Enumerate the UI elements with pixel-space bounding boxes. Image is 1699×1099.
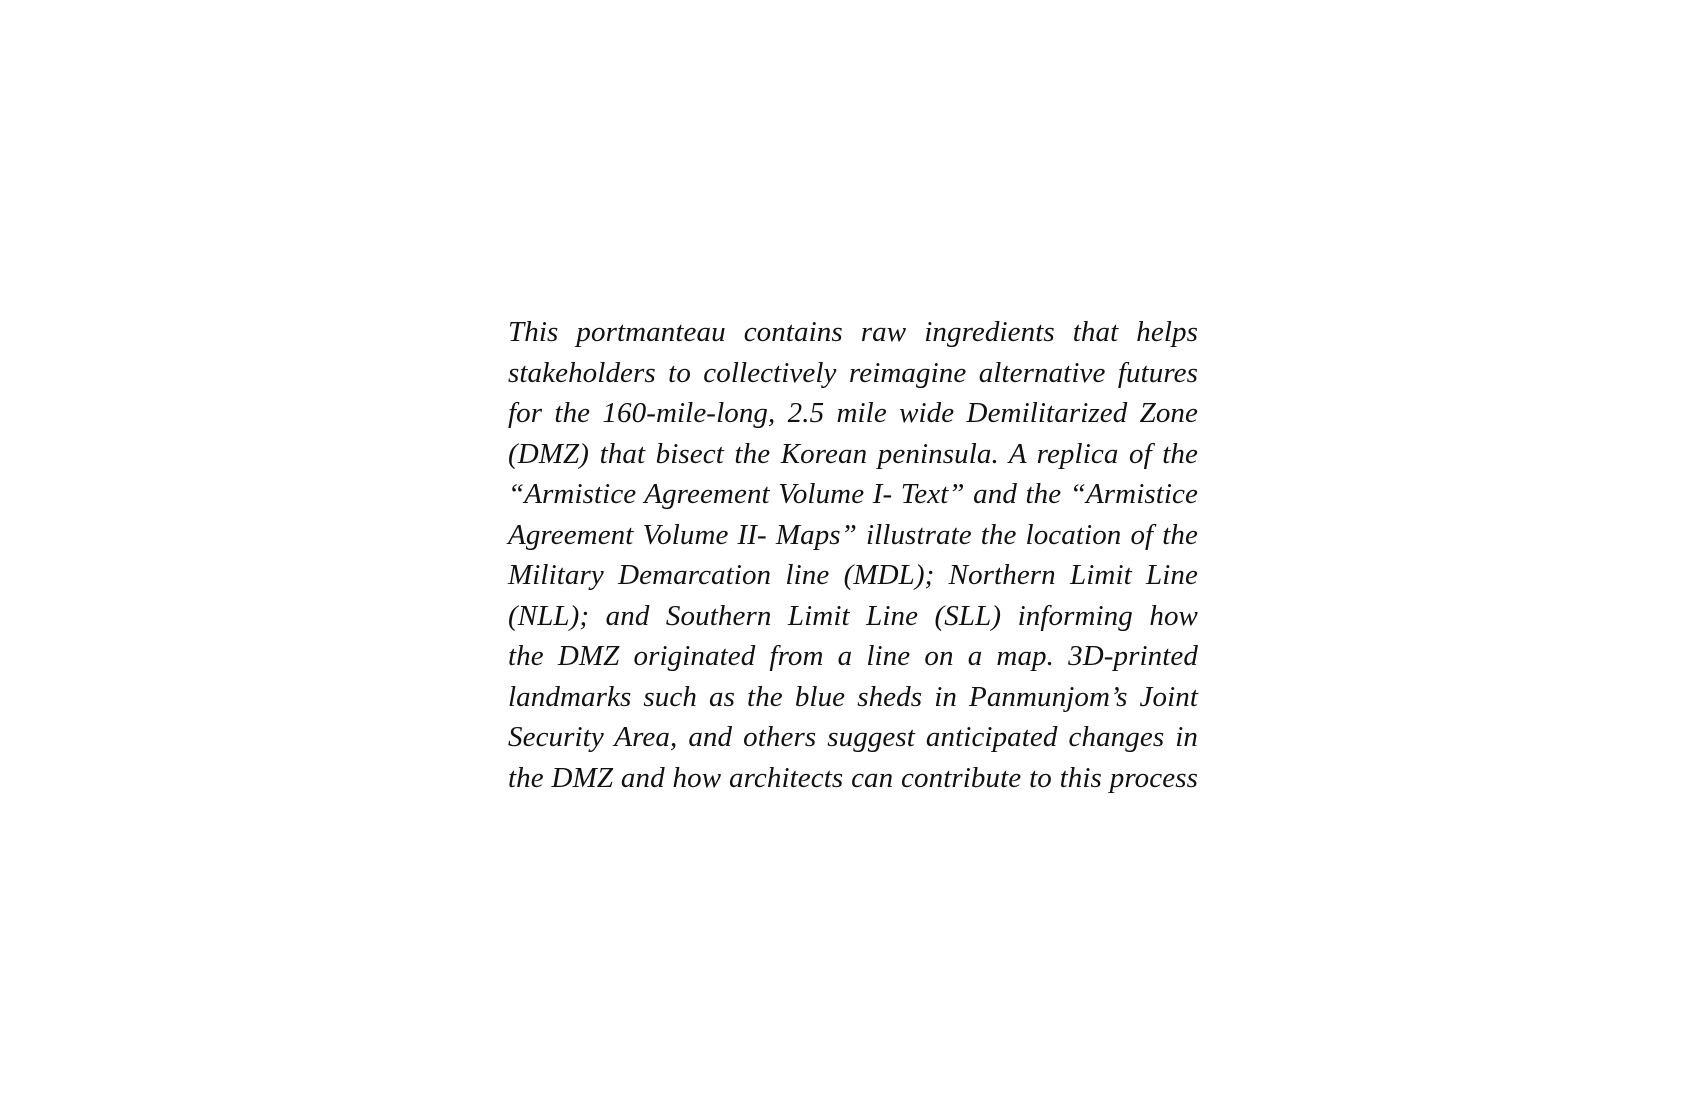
paragraph-line-9: the DMZ originated from a line on a map. 3D-printed [508, 640, 1198, 672]
paragraph-line-3: for the 160-mile-long, 2.5 mile wide Demilitarized Zone [508, 397, 1198, 429]
paragraph-line-10: landmarks such as the blue sheds in Panmunjom’s Joint [508, 680, 1198, 713]
paragraph-line-6: Agreement Volume II- Maps” illustrate the location of the [508, 518, 1198, 551]
paragraph-line-12: the DMZ and how architects can contribute to this process [508, 761, 1198, 794]
paragraph-line-4: (DMZ) that bisect the Korean peninsula. A replica of the [508, 437, 1198, 470]
paragraph-line-2: stakeholders to collectively reimagine alternative futures [508, 356, 1198, 389]
paragraph-line-1: This portmanteau contains raw ingredients that helps [508, 316, 1198, 348]
paragraph-line-5: “Armistice Agreement Volume I- Text” and the “Armistice [508, 478, 1198, 510]
paragraph-line-8: (NLL); and Southern Limit Line (SLL) informing how [508, 599, 1198, 632]
paragraph-line-11: Security Area, and others suggest anticipated changes in [508, 721, 1198, 753]
body-paragraph [508, 312, 1198, 798]
paragraph-line-7: Military Demarcation line (MDL); Northern Limit Line [508, 559, 1198, 591]
